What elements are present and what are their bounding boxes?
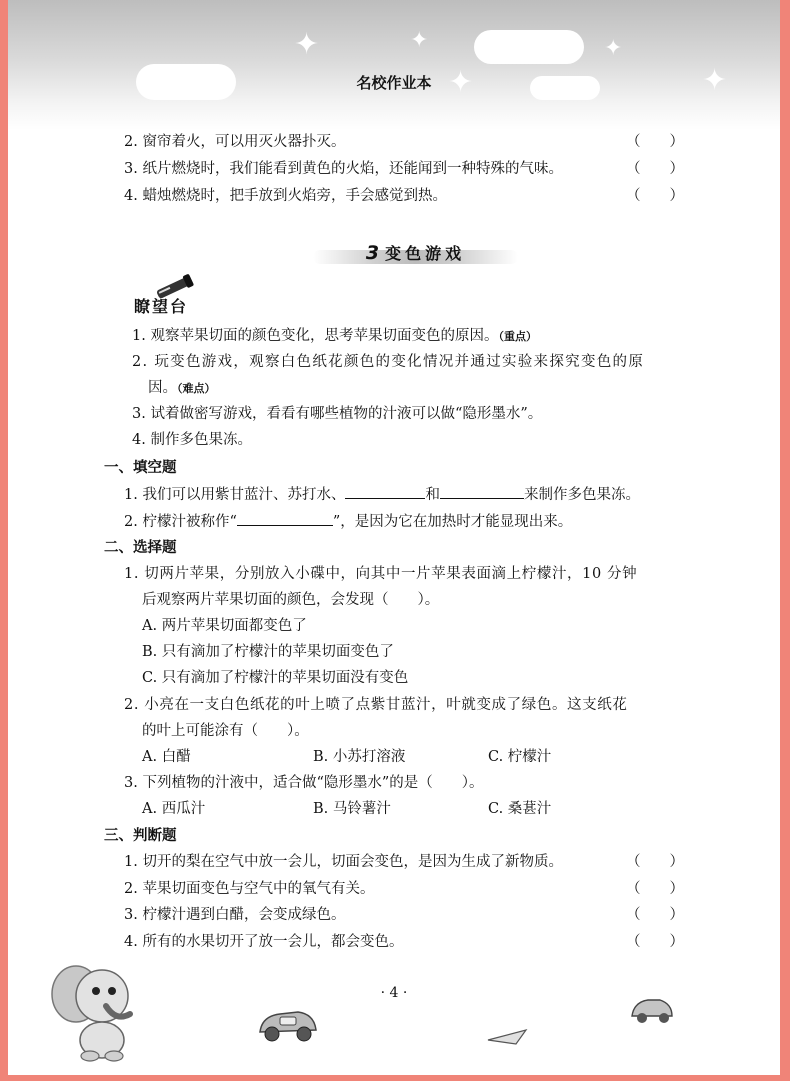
judge-item: 3. 柠檬汁遇到白醋，会变成绿色。 xyxy=(124,907,346,923)
lookout-item: 2. 玩变色游戏，观察白色纸花颜色的变化情况并通过实验来探究变色的原 xyxy=(132,354,645,370)
choice-q2: 2. 小亮在一支白色纸花的叶上喷了点紫甘蓝汁，叶就变成了绿色。这支纸花 xyxy=(124,697,628,713)
prev-item-2: 2. 窗帘着火，可以用灭火器扑灭。 xyxy=(124,134,346,150)
answer-parentheses[interactable]: （ ） xyxy=(626,854,684,870)
answer-parentheses[interactable]: （ ） xyxy=(626,934,684,950)
judge-heading: 三、判断题 xyxy=(104,828,177,844)
star-icon: ✦ xyxy=(448,65,474,100)
page-number: · 4 · xyxy=(380,985,408,1001)
prev-item-3: 3. 纸片燃烧时，我们能看到黄色的火焰，还能闻到一种特殊的气味。 xyxy=(124,161,563,177)
answer-parentheses: （ ） xyxy=(626,161,684,177)
choice-q1: 1. 切两片苹果，分别放入小碟中，向其中一片苹果表面滴上柠檬汁，10 分钟 xyxy=(124,566,638,582)
choice-option[interactable]: A. 两片苹果切面都变色了 xyxy=(142,618,307,634)
choice-option[interactable]: A. 西瓜汁 xyxy=(142,801,206,817)
answer-parentheses[interactable]: （ ） xyxy=(626,907,684,923)
fill-blank-heading: 一、填空题 xyxy=(104,460,177,476)
answer-parentheses: （ ） xyxy=(626,188,684,204)
answer-parentheses[interactable]: （ ） xyxy=(626,881,684,897)
choice-q2-cont: 的叶上可能涂有（ ）。 xyxy=(142,723,309,739)
fill-blank-q2: 2. 柠檬汁被称作“ ”，是因为它在加热时才能显现出来。 xyxy=(124,511,572,532)
star-icon: ✦ xyxy=(294,27,320,62)
prev-item-4: 4. 蜡烛燃烧时，把手放到火焰旁，手会感觉到热。 xyxy=(124,188,447,204)
lesson-name: 变色游戏 xyxy=(385,244,466,263)
choice-heading: 二、选择题 xyxy=(104,540,177,556)
choice-option[interactable]: B. 小苏打溶液 xyxy=(313,749,406,765)
toy-car-icon xyxy=(628,994,676,1026)
choice-option[interactable]: B. 只有滴加了柠檬汁的苹果切面变色了 xyxy=(142,644,394,660)
elephant-mascot-icon xyxy=(46,958,142,1062)
choice-option[interactable]: C. 桑葚汁 xyxy=(488,801,552,817)
star-icon: ✦ xyxy=(702,63,728,98)
key-point-tag: （重点） xyxy=(498,330,537,343)
difficult-point-tag: （难点） xyxy=(177,382,216,395)
cloud-icon xyxy=(474,30,584,64)
choice-option[interactable]: B. 马铃薯汁 xyxy=(313,801,391,817)
star-icon: ✦ xyxy=(604,36,623,61)
lookout-item: 1. 观察苹果切面的颜色变化，思考苹果切面变色的原因。（重点） xyxy=(132,328,537,344)
judge-item: 2. 苹果切面变色与空气中的氧气有关。 xyxy=(124,881,375,897)
lookout-item: 因。（难点） xyxy=(148,380,216,396)
book-title: 名校作业本 xyxy=(356,74,432,92)
answer-parentheses: （ ） xyxy=(626,134,684,150)
paper-plane-icon xyxy=(486,1026,530,1048)
workbook-page xyxy=(8,0,780,1075)
judge-item: 4. 所有的水果切开了放一会儿，都会变色。 xyxy=(124,934,404,950)
choice-q3: 3. 下列植物的汁液中，适合做“隐形墨水”的是（ ）。 xyxy=(124,775,484,791)
lesson-title xyxy=(313,241,518,264)
choice-option[interactable]: A. 白醋 xyxy=(142,749,191,765)
lookout-item: 3. 试着做密写游戏，看看有哪些植物的汁液可以做“隐形墨水”。 xyxy=(132,406,543,422)
choice-q1-cont: 后观察两片苹果切面的颜色，会发现（ ）。 xyxy=(142,592,440,608)
lookout-heading: 瞭望台 xyxy=(134,297,189,316)
answer-blank[interactable] xyxy=(440,484,524,499)
toy-car-icon xyxy=(254,1004,322,1044)
lookout-item: 4. 制作多色果冻。 xyxy=(132,432,252,448)
star-icon: ✦ xyxy=(410,28,429,53)
answer-blank[interactable] xyxy=(345,484,425,499)
choice-option[interactable]: C. 只有滴加了柠檬汁的苹果切面没有变色 xyxy=(142,670,409,686)
judge-item: 1. 切开的梨在空气中放一会儿，切面会变色，是因为生成了新物质。 xyxy=(124,854,563,870)
header-band xyxy=(8,0,780,130)
choice-option[interactable]: C. 柠檬汁 xyxy=(488,749,552,765)
fill-blank-q1: 1. 我们可以用紫甘蓝汁、苏打水、 和 来制作多色果冻。 xyxy=(124,484,640,505)
lesson-number: 3 xyxy=(365,242,386,264)
answer-blank[interactable] xyxy=(237,511,333,526)
